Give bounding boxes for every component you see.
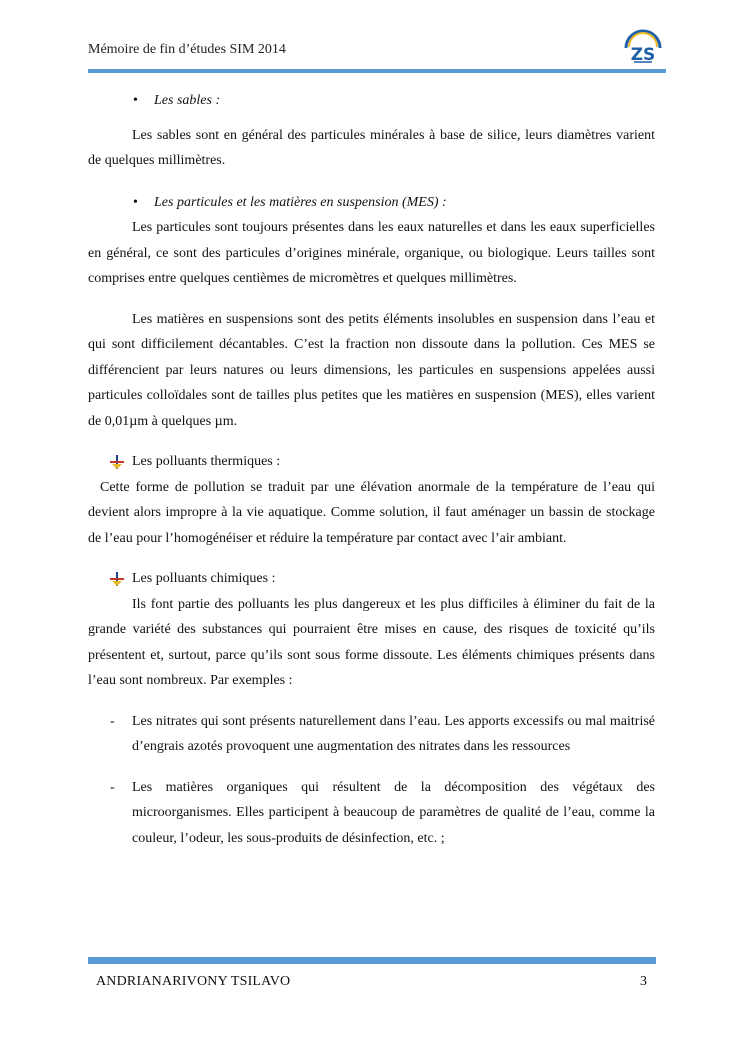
list-item: - Les nitrates qui sont présents naturellement dans l’eau. Les apports excessifs ou mal maitrisé d’engrais azotés provoquent une augmentation des nitrates dans les ressources [110, 713, 655, 754]
footer-rule [88, 957, 656, 964]
arrow-bullet-icon [110, 572, 124, 586]
bullet-icon: • [133, 194, 138, 210]
page-number: 3 [640, 974, 647, 989]
mes-heading: • Les particules et les matières en suspension (MES) : [88, 190, 655, 216]
thermal-paragraph: Cette forme de pollution se traduit par une élévation anormale de la température de l’eau qui devient alors impropre à la vie aquatique. Comme solution, il faut aménager un bassin de stockage de l’eau pour l’homogénéiser et réduire la température par contact avec l’air ambiant. [88, 479, 655, 546]
page-content [88, 88, 655, 851]
mes-paragraph-2: Les matières en suspensions sont des petits éléments insolubles en suspension dans l’eau et qui sont difficilement décantables. C’est la fraction non dissoute dans la pollution. Ces MES se différencient par leurs natures ou leurs dimensions, les particules en suspensions appelées aussi particules colloïdales sont de tailles plus petites que les matières en suspension (MES), elles varient de 0,01µm à quelques µm. [88, 311, 655, 429]
sables-heading: • Les sables : [88, 88, 655, 114]
mes-paragraph-1: Les particules sont toujours présentes dans les eaux naturelles et dans les eaux superficielles en général, ce sont des particules d’origines minérale, organique, ou biologique. Leurs tailles sont comprises entre quelques centièmes de micromètres et quelques millimètres. [88, 220, 655, 286]
school-logo [622, 26, 664, 66]
header-rule [88, 69, 666, 73]
arrow-bullet-icon [110, 455, 124, 469]
bullet-icon: • [133, 93, 138, 108]
sables-paragraph: Les sables sont en général des particules minérales à base de silice, leurs diamètres varient de quelques millimètres. [88, 127, 655, 168]
chemical-paragraph: Ils font partie des polluants les plus dangereux et les plus difficiles à éliminer du fait de la grande variété des substances qui pourraient être mises en cause, des risques de toxicité qu’ils présentent et, surtout, parce qu’ils sont sous forme dissoute. Les éléments chimiques présents dans l’eau sont nombreux. Par exemples : [88, 596, 655, 688]
page-header-title: Mémoire de fin d’études SIM 2014 [88, 42, 286, 57]
svg-text:ZS: ZS [630, 45, 656, 65]
chemical-heading: Les polluants chimiques : [88, 566, 655, 592]
footer-author: ANDRIANARIVONY TSILAVO [96, 974, 291, 989]
list-item: - Les matières organiques qui résultent de la décomposition des végétaux des microorganismes. Elles participent à beaucoup de paramètres de qualité de l’eau, comme la couleur, l’odeur, les sous-produits de désinfection, etc. ; [110, 779, 655, 846]
thermal-heading: Les polluants thermiques : [88, 449, 655, 475]
